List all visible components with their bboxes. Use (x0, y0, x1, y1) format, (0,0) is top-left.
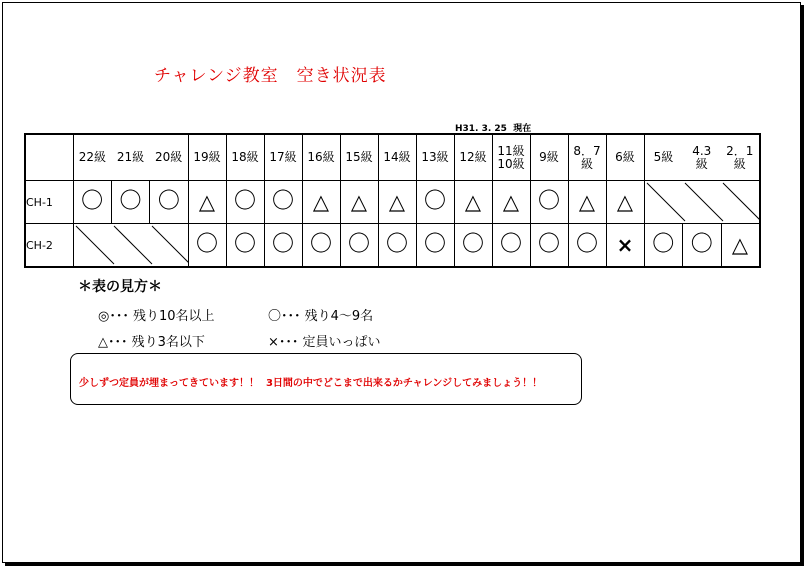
availability-mark: 〇 (461, 232, 484, 257)
availability-cell (416, 181, 454, 224)
availability-table (24, 133, 761, 268)
availability-cell (683, 224, 722, 268)
availability-mark: △ (312, 190, 330, 214)
availability-mark: 〇 (195, 232, 218, 257)
legend-item: 〇･･･ 残り4～9名 (268, 309, 374, 324)
availability-mark: 〇 (499, 232, 522, 257)
col-header: 19級 (188, 134, 226, 181)
availability-cell (416, 224, 454, 268)
table-row (25, 224, 760, 268)
col-header: 2．1 級 (721, 134, 760, 181)
row-label: CH-1 (25, 181, 73, 224)
diagonal-line (647, 183, 685, 221)
availability-cell (340, 224, 378, 268)
col-header: 4.3 級 (683, 134, 722, 181)
availability-cell (188, 224, 226, 268)
col-header: 8．7 級 (568, 134, 606, 181)
page-title: チャレンジ教室 空き状況表 (154, 66, 387, 86)
availability-cell (454, 224, 492, 268)
availability-cell (302, 181, 340, 224)
corner-cell (25, 134, 73, 181)
availability-cell (568, 224, 606, 268)
availability-mark: 〇 (423, 189, 446, 214)
availability-mark: 〇 (347, 232, 370, 257)
legend-item: ◎･･･ 残り10名以上 (98, 309, 215, 324)
availability-mark: △ (578, 190, 596, 214)
availability-cell (378, 224, 416, 268)
col-header: 22級 (73, 134, 111, 181)
availability-cell (492, 181, 530, 224)
availability-cell (264, 181, 302, 224)
availability-mark: △ (350, 190, 368, 214)
col-header: 21級 (111, 134, 149, 181)
availability-mark: 〇 (385, 232, 408, 257)
availability-mark: 〇 (423, 232, 446, 257)
availability-mark: 〇 (309, 232, 332, 257)
availability-cell (73, 181, 111, 224)
diagonal-hatch (645, 181, 759, 223)
availability-cell (150, 181, 188, 224)
availability-mark: 〇 (81, 189, 104, 214)
availability-cell (188, 181, 226, 224)
notice-box (70, 353, 582, 405)
availability-mark: △ (731, 233, 749, 257)
availability-cell (454, 181, 492, 224)
availability-cell (264, 224, 302, 268)
col-header: 17級 (264, 134, 302, 181)
availability-mark: △ (464, 190, 482, 214)
col-header: 16級 (302, 134, 340, 181)
col-header: 18級 (226, 134, 264, 181)
legend-item: ×･･･ 定員いっぱい (268, 335, 381, 350)
legend-title: ＊表の見方＊ (78, 279, 162, 295)
diagonal-line (152, 226, 188, 264)
availability-cell (378, 181, 416, 224)
col-header: 15級 (340, 134, 378, 181)
availability-mark: △ (616, 190, 634, 214)
availability-mark: 〇 (233, 189, 256, 214)
availability-cell (606, 181, 644, 224)
as-of-date: H31. 3. 25 現在 (455, 124, 532, 134)
availability-mark: △ (198, 190, 216, 214)
availability-cell (606, 224, 644, 268)
col-header: 6級 (606, 134, 644, 181)
col-header: 11級 10級 (492, 134, 530, 181)
availability-mark: × (616, 233, 634, 257)
availability-cell (302, 224, 340, 268)
col-header: 13級 (416, 134, 454, 181)
availability-cell (721, 224, 760, 268)
col-header: 20級 (150, 134, 188, 181)
diagonal-line (114, 226, 152, 264)
availability-cell (530, 181, 568, 224)
row-label: CH-2 (25, 224, 73, 268)
table-row (25, 181, 760, 224)
availability-mark: △ (502, 190, 520, 214)
legend-item: △･･･ 残り3名以下 (98, 335, 205, 350)
col-header: 5級 (644, 134, 683, 181)
notice-text: 少しずつ定員が埋まってきています！！ 3日間の中でどこまで出来るかチャレンジしてみましょう！！ (79, 378, 543, 389)
diagonal-line (76, 226, 114, 264)
diagonal-line (685, 183, 723, 221)
col-header: 9級 (530, 134, 568, 181)
availability-mark: 〇 (119, 189, 142, 214)
col-header: 14級 (378, 134, 416, 181)
diagonal-hatch (74, 224, 188, 266)
availability-cell (568, 181, 606, 224)
col-header: 12級 (454, 134, 492, 181)
availability-cell (340, 181, 378, 224)
availability-mark: 〇 (157, 189, 180, 214)
availability-mark: △ (388, 190, 406, 214)
availability-mark: 〇 (271, 189, 294, 214)
diagonal-line (723, 183, 759, 221)
availability-cell (644, 224, 683, 268)
unavailable-cell (73, 224, 188, 268)
availability-cell (492, 224, 530, 268)
availability-cell (226, 181, 264, 224)
availability-mark: 〇 (233, 232, 256, 257)
availability-mark: 〇 (537, 232, 560, 257)
availability-mark: 〇 (537, 189, 560, 214)
availability-cell (111, 181, 149, 224)
unavailable-cell (644, 181, 760, 224)
availability-mark: 〇 (271, 232, 294, 257)
availability-mark: 〇 (575, 232, 598, 257)
availability-cell (530, 224, 568, 268)
availability-cell (226, 224, 264, 268)
header-row (25, 134, 760, 181)
availability-mark: 〇 (652, 232, 675, 257)
availability-mark: 〇 (690, 232, 713, 257)
